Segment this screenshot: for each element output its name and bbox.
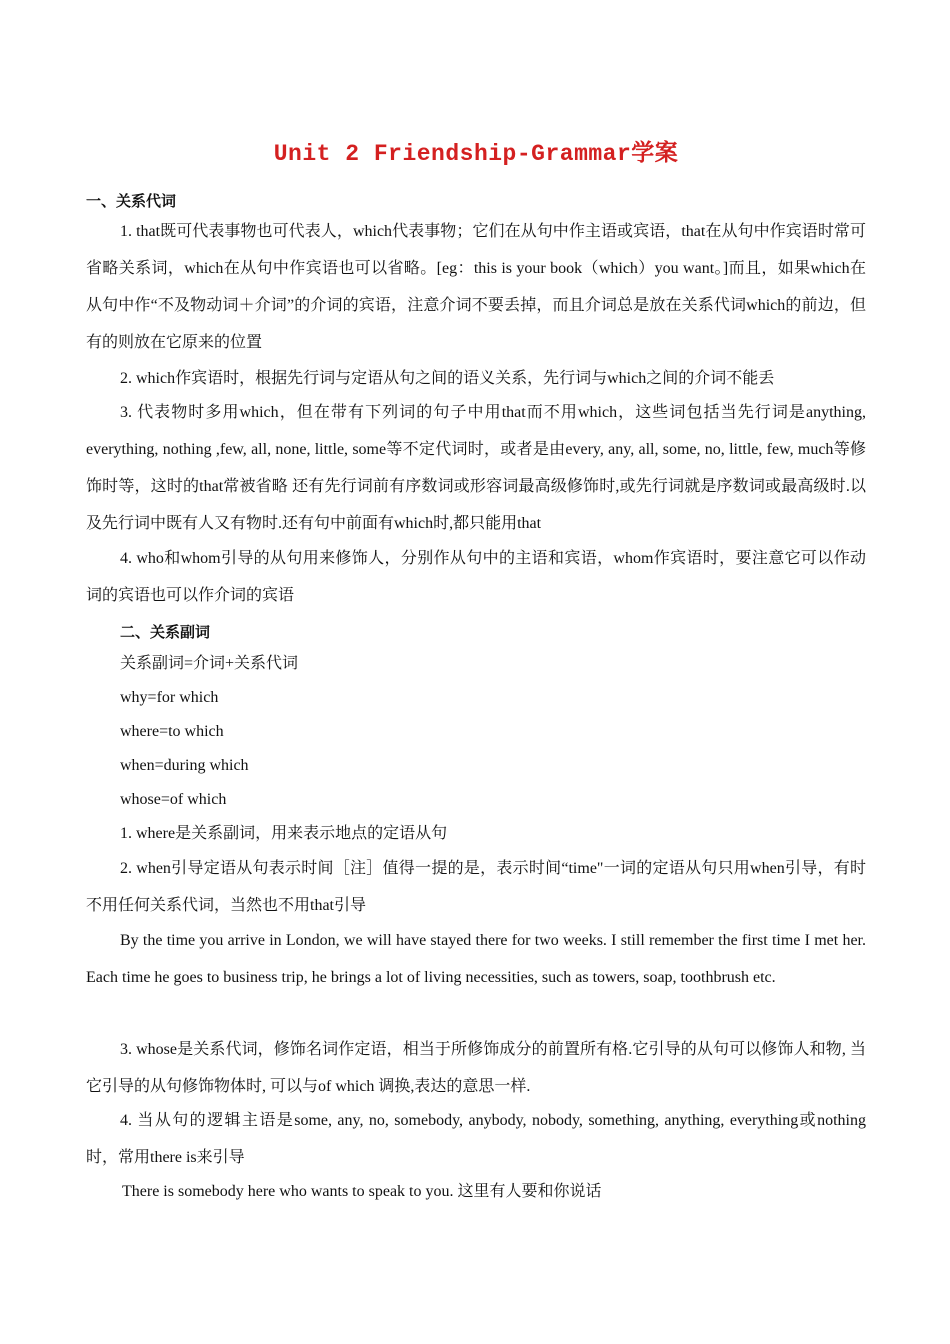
equation-whose: whose=of which (120, 791, 227, 808)
formula-line: 关系副词=介词+关系代词 (120, 655, 299, 672)
example-paragraph-2: There is somebody here who wants to speak to you. 这里有人要和你说话 (122, 1183, 602, 1200)
paragraph-whose: 3. whose是关系代词，修饰名词作定语，相当于所修饰成分的前置所有格.它引导的从句可以修饰人和物, 当它引导的从句修饰物体时, 可以与of which 调换,表达的意思一样. (86, 1041, 866, 1095)
document-title: Unit 2 Friendship-Grammar学案 (273, 141, 679, 167)
equation-where: where=to which (120, 723, 224, 740)
example-paragraph-1: By the time you arrive in London, we will have stayed there for two weeks. I still remember the first time I met her. Each time he goes to business trip, he brings a lot of living necessities, such as towers, soap, toothbrush etc. (86, 932, 866, 986)
paragraph-there-is: 4. 当从句的逻辑主语是some, any, no, somebody, anybody, nobody, something, anything, everything或nothing时，常用there is来引导 (86, 1112, 866, 1166)
paragraph-when: 2. when引导定语从句表示时间［注］值得一提的是，表示时间“time"一词的定语从句只用when引导，有时不用任何关系代词，当然也不用that引导 (86, 860, 866, 914)
section-heading-relative-adverbs: 二、关系副词 (120, 623, 211, 641)
paragraph-where: 1. where是关系副词，用来表示地点的定语从句 (120, 825, 448, 842)
paragraph-2: 2. which作宾语时，根据先行词与定语从句之间的语义关系，先行词与which之间的介词不能丢 (120, 370, 775, 387)
paragraph-3: 3. 代表物时多用which，但在带有下列词的句子中用that而不用which，这些词包括当先行词是anything, everything, nothing ,few, all, none, little, some等不定代词时，或者是由every, any, all, some, no, little, few, much等修饰时等，这时的that常被省略 还有先行词前有序数词或形容词最高级修饰时,或先行词就是序数词或最高级时.以及先行词中既有人又有物时.还有句中前面有which时,都只能用that (86, 404, 866, 532)
equation-when: when=during which (120, 757, 249, 774)
paragraph-1: 1. that既可代表事物也可代表人，which代表事物；它们在从句中作主语或宾语，that在从句中作宾语时常可省略关系词，which在从句中作宾语也可以省略。[eg：this is your book（which）you want。]而且，如果which在从句中作“不及物动词＋介词”的介词的宾语，注意介词不要丢掉，而且介词总是放在关系代词which的前边，但有的则放在它原来的位置 (86, 223, 866, 351)
section-heading-relative-pronouns: 一、关系代词 (86, 192, 177, 210)
paragraph-4: 4. who和whom引导的从句用来修饰人，分别作从句中的主语和宾语，whom作宾语时，要注意它可以作动词的宾语也可以作介词的宾语 (86, 550, 866, 604)
equation-why: why=for which (120, 689, 219, 706)
